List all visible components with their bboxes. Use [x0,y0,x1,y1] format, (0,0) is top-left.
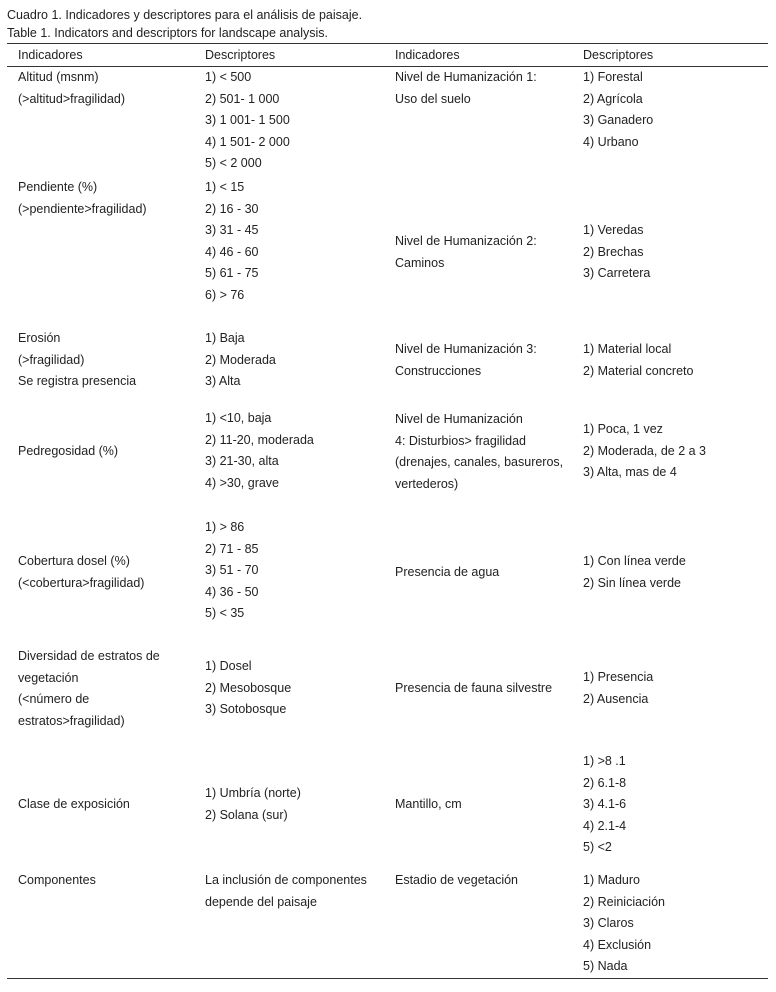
header-descriptores-2: Descriptores [583,48,654,62]
cell-line: 1) Forestal [583,70,643,84]
cell-line: Presencia de fauna silvestre [395,681,553,695]
indicator-cell [18,441,118,463]
descriptor-cell [205,177,259,306]
cell-line: 4) 2.1-4 [583,818,627,833]
header-indicadores-1: Indicadores [18,48,83,62]
cell-line: 1) Baja [205,331,245,345]
cell-line: (<cobertura>fragilidad) [18,575,145,590]
cell-line: 2) Reiniciación [583,894,665,909]
cell-line: 2) Sin línea verde [583,575,681,590]
cell-line: Nivel de Humanización 3: [395,342,537,356]
cell-line: 2) 11-20, moderada [205,432,314,447]
cell-line: vegetación [18,670,79,685]
cell-line: 5) <2 [583,840,612,854]
cell-line: Presencia de agua [395,565,500,579]
descriptor-cell [205,783,301,826]
cell-line: 3) 1 001- 1 500 [205,113,290,127]
cell-line: Uso del suelo [395,91,471,106]
cell-line: 2) 16 - 30 [205,201,259,216]
cell-line: Cobertura dosel (%) [18,554,130,568]
cell-line: 6) > 76 [205,287,245,302]
descriptor-cell [205,517,259,625]
cell-line: Estadio de vegetación [395,873,519,887]
cell-line: 5) < 35 [205,606,245,620]
cell-line: (>fragilidad) [18,352,85,367]
cell-line: 1) Veredas [583,223,644,237]
descriptor-cell [583,667,653,710]
cell-line: Diversidad de estratos de [18,649,160,663]
indicator-cell [395,678,552,700]
cell-line: Nivel de Humanización [395,412,523,426]
descriptor-cell [205,870,367,913]
cell-line: depende del paisaje [205,894,317,909]
table-caption-english: Table 1. Indicators and descriptors for landscape analysis. [7,26,329,40]
cell-line: Nivel de Humanización 2: [395,234,537,248]
descriptor-cell [205,408,314,494]
descriptor-cell [583,67,653,153]
cell-line: 2) Moderada, de 2 a 3 [583,443,706,458]
cell-line: 3) 51 - 70 [205,563,259,577]
indicator-cell [18,870,96,892]
cell-line: 3) 4.1-6 [583,797,627,811]
cell-line: 2) Ausencia [583,691,649,706]
cell-line: 1) Dosel [205,659,252,673]
cell-line: estratos>fragilidad) [18,713,125,728]
indicator-cell [18,67,125,110]
cell-line: Pendiente (%) [18,180,98,194]
cell-line: 4) 1 501- 2 000 [205,134,290,149]
cell-line: 2) Agrícola [583,91,643,106]
cell-line: Caminos [395,255,445,270]
descriptor-cell [205,656,291,721]
indicator-cell [18,646,160,732]
indicator-cell [18,794,130,816]
cell-line: 4) 46 - 60 [205,244,259,259]
descriptor-cell [583,751,626,859]
indicator-cell [395,794,462,816]
cell-line: (>altitud>fragilidad) [18,91,126,106]
header-descriptores-1: Descriptores [205,48,276,62]
descriptor-cell [583,870,665,978]
cell-line: 1) Presencia [583,670,654,684]
cell-line: 1) >8 .1 [583,754,626,768]
descriptor-cell [205,67,290,175]
cell-line: 4) Urbano [583,134,639,149]
cell-line: 2) Brechas [583,244,644,259]
indicator-cell [395,870,518,892]
cell-line: 1) Maduro [583,873,640,887]
cell-line: 3) Carretera [583,266,651,280]
bottom-rule [7,978,768,979]
cell-line: Construcciones [395,363,482,378]
cell-line: Clase de exposición [18,797,130,811]
cell-line: 1) < 500 [205,70,252,84]
cell-line: 1) > 86 [205,520,245,534]
indicator-cell [395,562,499,584]
cell-line: 2) Solana (sur) [205,807,288,822]
indicator-cell [395,409,563,495]
cell-line: La inclusión de componentes [205,873,367,887]
indicator-cell [18,328,136,393]
indicator-cell [18,177,147,220]
cell-line: 3) Ganadero [583,113,654,127]
cell-line: 5) 61 - 75 [205,266,259,280]
cell-line: 1) Con línea verde [583,554,686,568]
cell-line: 2) 6.1-8 [583,775,627,790]
cell-line: 4) >30, grave [205,475,280,490]
cell-line: 3) Alta, mas de 4 [583,465,677,479]
cell-line: 3) Alta [205,374,241,388]
indicator-cell [18,551,144,594]
cell-line: Nivel de Humanización 1: [395,70,537,84]
cell-line: 1) Material local [583,342,672,356]
cell-line: 5) Nada [583,959,628,973]
cell-line: Altitud (msnm) [18,70,99,84]
cell-line: (>pendiente>fragilidad) [18,201,147,216]
cell-line: 1) Poca, 1 vez [583,422,663,436]
cell-line: Mantillo, cm [395,797,462,811]
descriptor-cell [205,328,276,393]
table-caption-spanish: Cuadro 1. Indicadores y descriptores para el análisis de paisaje. [7,8,363,22]
cell-line: Pedregosidad (%) [18,444,119,458]
cell-line: 3) Claros [583,916,634,930]
cell-line: (<número de [18,692,90,706]
top-rule [7,43,768,44]
descriptor-cell [583,339,693,382]
cell-line: 2) 501- 1 000 [205,91,280,106]
indicator-cell [395,339,537,382]
cell-line: 1) Umbría (norte) [205,786,301,800]
cell-line: 2) Mesobosque [205,680,292,695]
cell-line: 2) Moderada [205,352,276,367]
cell-line: 2) 71 - 85 [205,541,259,556]
cell-line: 3) 31 - 45 [205,223,259,237]
cell-line: 3) 21-30, alta [205,454,279,468]
indicator-cell [395,67,537,110]
cell-line: 1) <10, baja [205,411,272,425]
cell-line: Se registra presencia [18,374,137,388]
cell-line: vertederos) [395,476,459,491]
header-indicadores-2: Indicadores [395,48,460,62]
cell-line: 1) < 15 [205,180,245,194]
cell-line: 4) Exclusión [583,937,652,952]
cell-line: Componentes [18,873,96,887]
cell-line: Erosión [18,331,61,345]
descriptor-cell [583,220,650,285]
descriptor-cell [583,419,706,484]
cell-line: (drenajes, canales, basureros, [395,455,564,469]
cell-line: 5) < 2 000 [205,156,262,170]
descriptor-cell [583,551,686,594]
cell-line: 3) Sotobosque [205,702,287,716]
indicator-cell [395,231,537,274]
cell-line: 2) Material concreto [583,363,694,378]
cell-line: 4) 36 - 50 [205,584,259,599]
cell-line: 4: Disturbios> fragilidad [395,433,526,448]
